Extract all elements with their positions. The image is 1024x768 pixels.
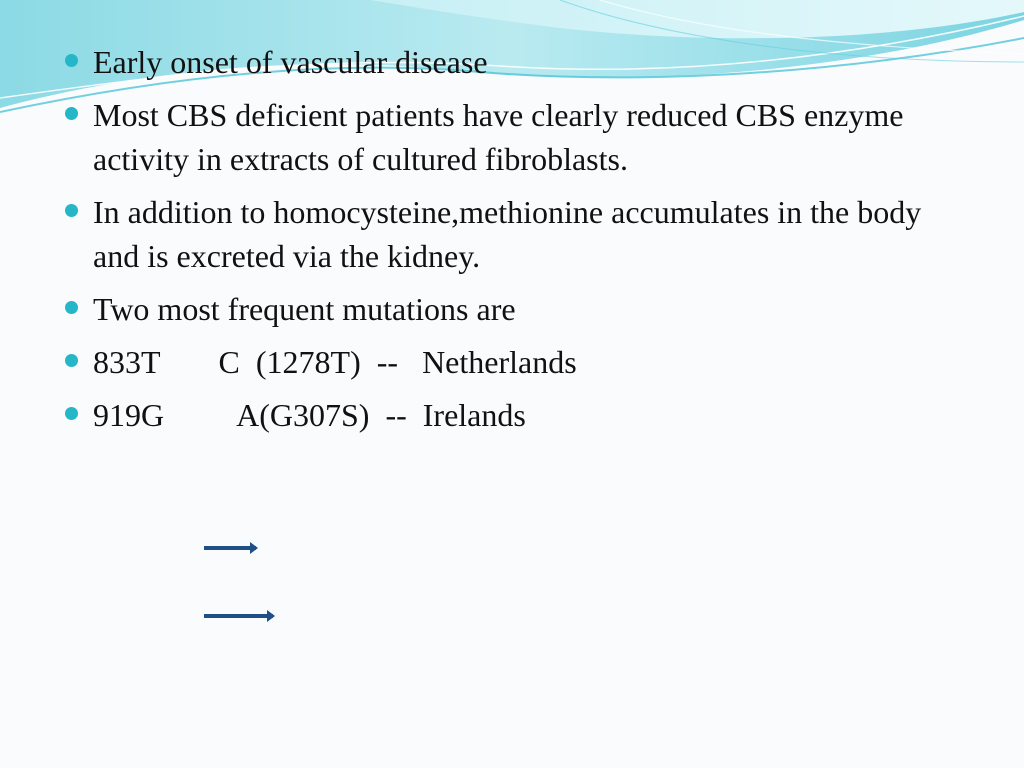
mutation-separator: -- xyxy=(385,397,407,433)
bullet-dot-icon xyxy=(65,301,78,314)
mutation-original-base: 919G xyxy=(93,397,165,433)
bullet-dot-icon xyxy=(65,407,78,420)
mutation-region: Irelands xyxy=(422,397,526,433)
bullet-item-methionine xyxy=(64,190,964,278)
right-arrow-icon xyxy=(204,614,273,618)
mutation-code: (1278T) xyxy=(255,344,361,380)
bullet-item-mutations-intro xyxy=(64,287,964,331)
mutation-new-base: C xyxy=(218,344,240,380)
mutation-code: A(G307S) xyxy=(236,397,370,433)
mutation-region: Netherlands xyxy=(422,344,577,380)
bullet-item-mutation-irelands xyxy=(64,393,964,437)
bullet-dot-icon xyxy=(65,107,78,120)
mutation-original-base: 833T xyxy=(93,344,161,380)
bullet-item-mutation-netherlands xyxy=(64,340,964,384)
bullet-text: Early onset of vascular disease xyxy=(93,44,488,80)
bullet-text: Two most frequent mutations are xyxy=(93,291,516,327)
bullet-text: In addition to homocysteine,methionine accumulates in the body and is excreted via the kidney. xyxy=(93,194,922,274)
bullet-dot-icon xyxy=(65,54,78,67)
bullet-item-vascular xyxy=(64,40,964,84)
bullet-dot-icon xyxy=(65,204,78,217)
mutation-separator: -- xyxy=(376,344,399,380)
bullet-item-enzyme-activity xyxy=(64,93,964,181)
right-arrow-icon xyxy=(204,546,256,550)
bullet-text: Most CBS deficient patients have clearly reduced CBS enzyme activity in extracts of cultured fibroblasts. xyxy=(93,97,904,177)
bullet-list xyxy=(64,40,964,446)
bullet-dot-icon xyxy=(65,354,78,367)
